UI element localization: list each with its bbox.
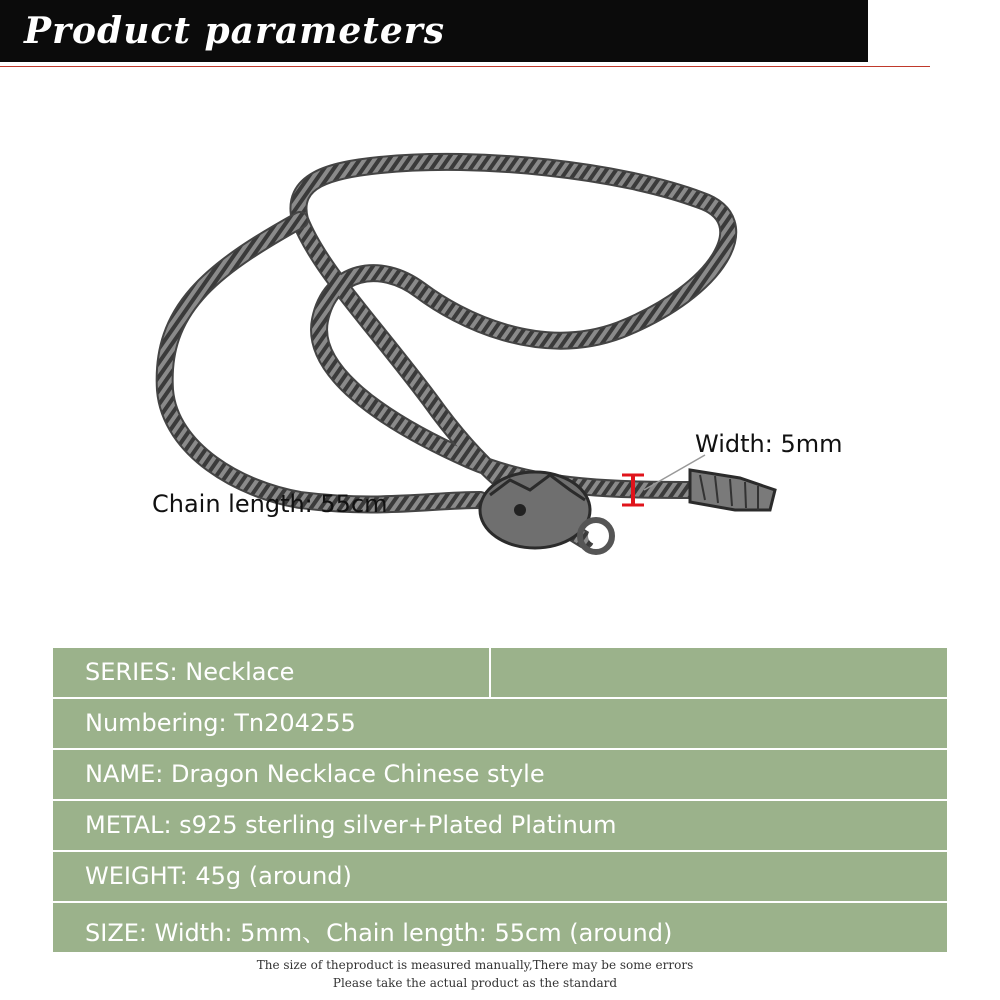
necklace-illustration <box>0 70 1000 640</box>
spec-numbering: Numbering: Tn204255 <box>85 709 356 737</box>
standard-note: Please take the actual product as the standard <box>332 976 618 990</box>
spec-row-series <box>53 648 947 697</box>
page-title: Product parameters <box>24 10 446 52</box>
spec-row-weight <box>53 852 947 901</box>
header-divider <box>0 66 930 67</box>
header-bar <box>0 0 868 62</box>
chain-length-label: Chain length: 55cm <box>152 490 388 518</box>
measurement-note: The size of theproduct is measured manually,There may be some errors <box>256 958 694 972</box>
spec-divider <box>489 648 491 697</box>
spec-size: SIZE: Width: 5mm、Chain length: 55cm (around) <box>85 919 673 947</box>
dragon-tail-icon <box>690 470 775 510</box>
spec-table <box>53 648 947 954</box>
spec-metal: METAL: s925 sterling silver+Plated Platinum <box>85 811 617 839</box>
width-label: Width: 5mm <box>695 430 843 458</box>
spec-row-metal <box>53 801 947 850</box>
spec-series: SERIES: Necklace <box>85 658 295 686</box>
spec-row-name <box>53 750 947 799</box>
spec-row-size <box>53 903 947 952</box>
spec-weight: WEIGHT: 45g (around) <box>85 862 352 890</box>
spec-name: NAME: Dragon Necklace Chinese style <box>85 760 545 788</box>
product-image <box>0 70 1000 640</box>
spec-row-numbering <box>53 699 947 748</box>
